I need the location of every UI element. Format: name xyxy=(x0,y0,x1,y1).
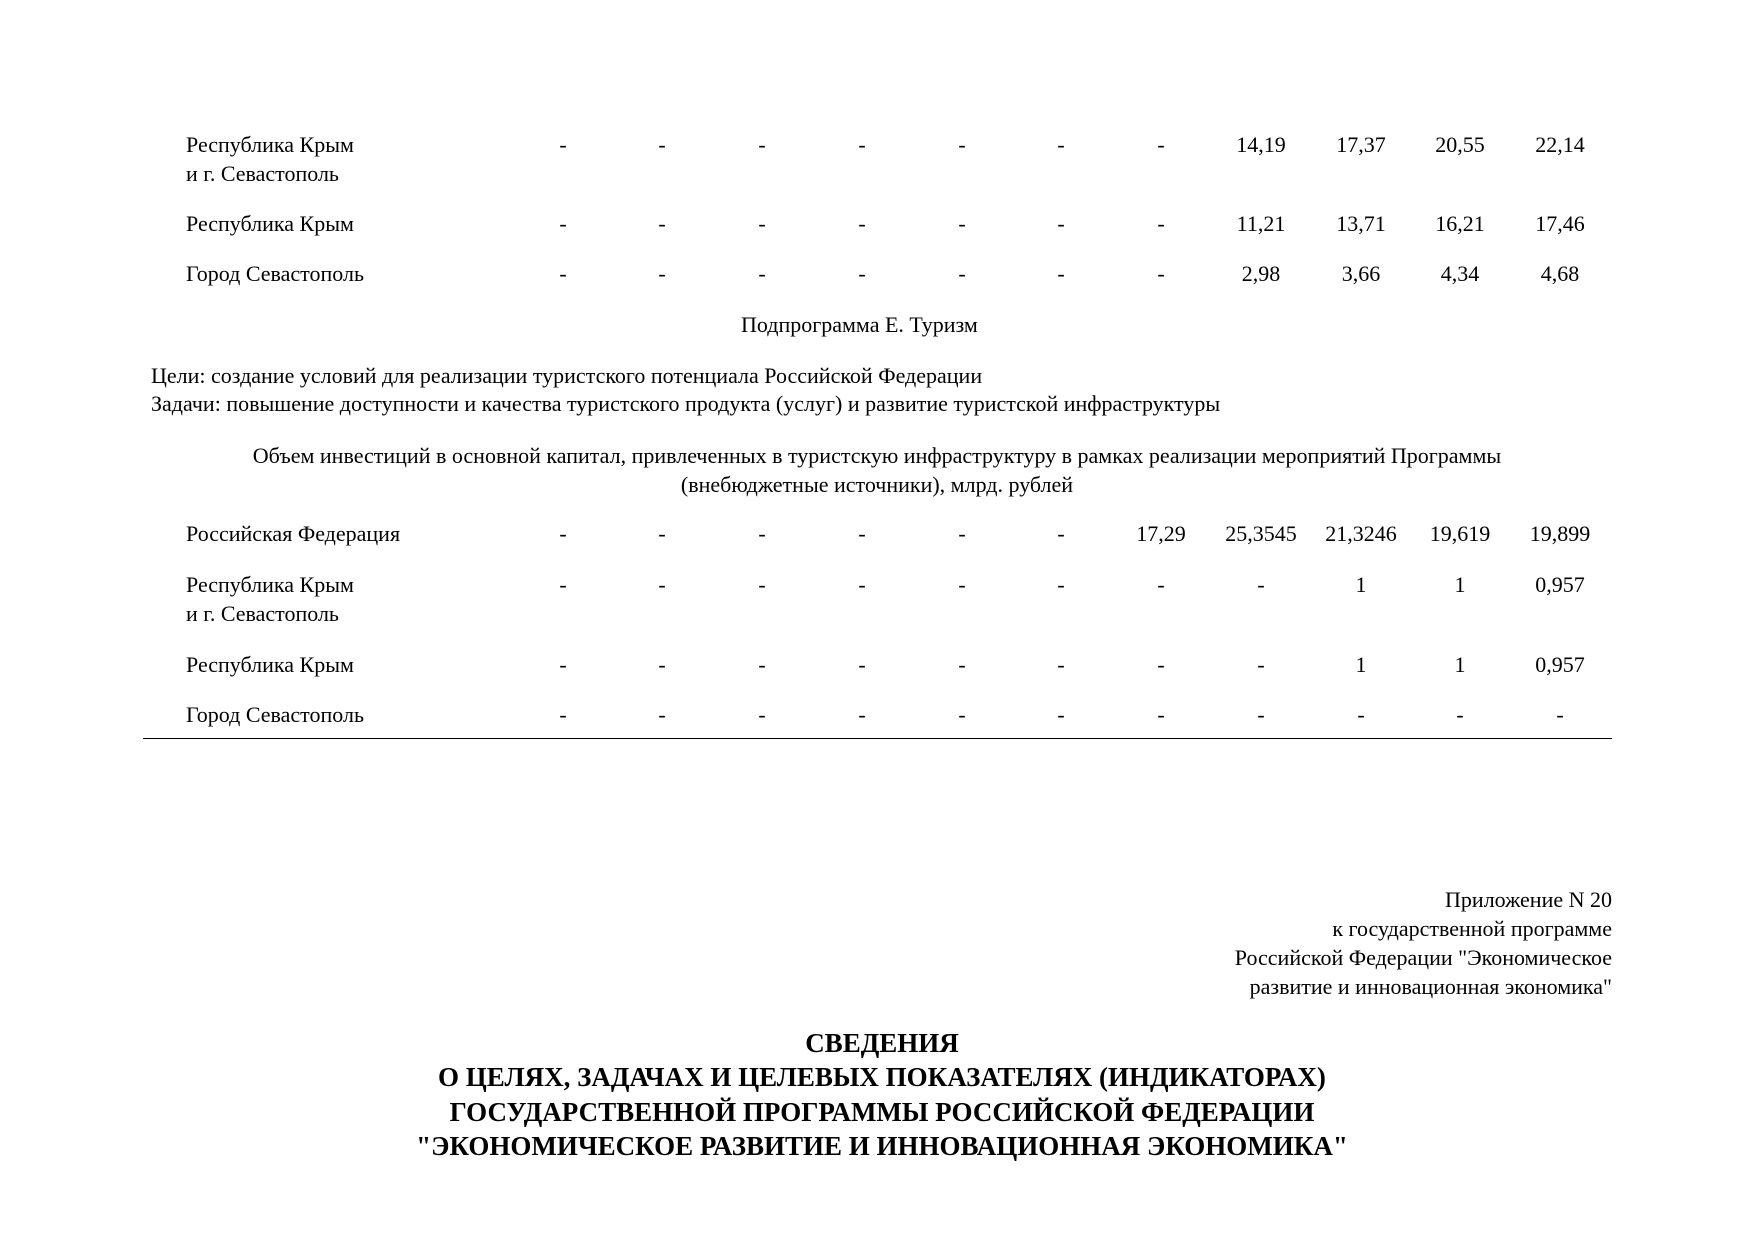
value-cell: 20,55 xyxy=(1435,132,1485,157)
heading-line-1: СВЕДЕНИЯ xyxy=(805,1028,959,1058)
region-name: Республика Крым xyxy=(186,652,354,677)
value-cell: 25,3545 xyxy=(1225,521,1297,546)
appendix-line: к государственной программе xyxy=(1332,916,1612,941)
value-cell: - xyxy=(958,572,966,597)
value-cell: 0,957 xyxy=(1535,652,1585,677)
value-cell: - xyxy=(559,652,567,677)
value-cell: - xyxy=(758,211,766,236)
value-cell: - xyxy=(858,132,866,157)
value-cell: - xyxy=(1257,652,1265,677)
value-cell: - xyxy=(758,652,766,677)
value-cell: - xyxy=(1057,211,1065,236)
value-cell: - xyxy=(958,211,966,236)
value-cell: - xyxy=(858,211,866,236)
value-cell: - xyxy=(1157,572,1165,597)
value-cell: 1 xyxy=(1355,572,1367,597)
value-cell: - xyxy=(758,261,766,286)
value-cell: - xyxy=(1157,652,1165,677)
value-cell: - xyxy=(559,261,567,286)
value-cell: - xyxy=(1057,652,1065,677)
region-name: Город Севастополь xyxy=(186,702,364,727)
appendix-line: Российской Федерации "Экономическое xyxy=(1234,945,1612,970)
subprogram-title: Подпрограмма Е. Туризм xyxy=(741,312,978,337)
value-cell: - xyxy=(858,652,866,677)
value-cell: - xyxy=(658,261,666,286)
value-cell: - xyxy=(559,572,567,597)
value-cell: 17,37 xyxy=(1336,132,1386,157)
region-name: Республика Крым xyxy=(186,211,354,236)
table-row xyxy=(0,130,1754,190)
value-cell: 19,899 xyxy=(1529,521,1591,546)
value-cell: - xyxy=(958,702,966,727)
value-cell: - xyxy=(559,211,567,236)
value-cell: - xyxy=(858,702,866,727)
value-cell: - xyxy=(658,652,666,677)
value-cell: - xyxy=(858,572,866,597)
value-cell: - xyxy=(1057,132,1065,157)
value-cell: - xyxy=(758,702,766,727)
value-cell: 14,19 xyxy=(1236,132,1286,157)
appendix-note xyxy=(1235,885,1612,1001)
value-cell: - xyxy=(658,132,666,157)
heading-line-3: ГОСУДАРСТВЕННОЙ ПРОГРАММЫ РОССИЙСКОЙ ФЕДЕРАЦИИ xyxy=(449,1097,1315,1127)
value-cell: - xyxy=(658,702,666,727)
value-cell: - xyxy=(559,702,567,727)
value-cell: - xyxy=(758,132,766,157)
value-cell: - xyxy=(559,521,567,546)
value-cell: 17,46 xyxy=(1535,211,1585,236)
goals-text: Цели: создание условий для реализации туристского потенциала Российской Федерации xyxy=(151,363,983,388)
value-cell: - xyxy=(1556,702,1564,727)
value-cell: 19,619 xyxy=(1429,521,1491,546)
appendix-line: развитие и инновационная экономика" xyxy=(1249,974,1612,999)
value-cell: - xyxy=(858,261,866,286)
value-cell: 2,98 xyxy=(1241,261,1281,286)
value-cell: - xyxy=(1257,572,1265,597)
value-cell: - xyxy=(958,521,966,546)
value-cell: - xyxy=(958,652,966,677)
value-cell: 3,66 xyxy=(1341,261,1381,286)
value-cell: 1 xyxy=(1355,652,1367,677)
value-cell: 4,34 xyxy=(1440,261,1480,286)
value-cell: - xyxy=(1057,521,1065,546)
indicator-title-line-2: (внебюджетные источники), млрд. рублей xyxy=(680,472,1074,497)
value-cell: - xyxy=(1157,132,1165,157)
value-cell: - xyxy=(958,132,966,157)
value-cell: - xyxy=(1157,702,1165,727)
region-name: Республика Крым и г. Севастополь xyxy=(186,572,354,626)
table-bottom-rule xyxy=(143,738,1612,739)
value-cell: - xyxy=(1456,702,1464,727)
value-cell: - xyxy=(658,521,666,546)
value-cell: - xyxy=(658,572,666,597)
value-cell: - xyxy=(858,521,866,546)
value-cell: - xyxy=(1157,261,1165,286)
table-row xyxy=(0,700,1754,760)
value-cell: - xyxy=(1057,702,1065,727)
heading-line-2: О ЦЕЛЯХ, ЗАДАЧАХ И ЦЕЛЕВЫХ ПОКАЗАТЕЛЯХ (ИНДИКАТОРАХ) xyxy=(438,1062,1326,1092)
appendix-line: Приложение N 20 xyxy=(1445,887,1612,912)
region-name: Город Севастополь xyxy=(186,261,364,286)
value-cell: 11,21 xyxy=(1236,211,1286,236)
value-cell: 16,21 xyxy=(1435,211,1485,236)
heading-line-4: "ЭКОНОМИЧЕСКОЕ РАЗВИТИЕ И ИННОВАЦИОННАЯ ЭКОНОМИКА" xyxy=(416,1131,1348,1161)
tasks-text: Задачи: повышение доступности и качества туристского продукта (услуг) и развитие туристской инфраструктуры xyxy=(151,391,1221,416)
value-cell: 4,68 xyxy=(1540,261,1580,286)
region-name: Республика Крым и г. Севастополь xyxy=(186,132,354,186)
value-cell: - xyxy=(758,572,766,597)
value-cell: - xyxy=(1057,572,1065,597)
value-cell: 21,3246 xyxy=(1325,521,1397,546)
region-name: Российская Федерация xyxy=(186,521,401,546)
value-cell: - xyxy=(559,132,567,157)
value-cell: - xyxy=(1357,702,1365,727)
value-cell: 1 xyxy=(1454,572,1466,597)
table-row xyxy=(0,570,1754,630)
value-cell: 22,14 xyxy=(1535,132,1585,157)
value-cell: - xyxy=(758,521,766,546)
indicator-title-line-1: Объем инвестиций в основной капитал, привлеченных в туристскую инфраструктуру в рамках реализации мероприятий Программы xyxy=(252,443,1502,468)
value-cell: - xyxy=(1257,702,1265,727)
value-cell: - xyxy=(1157,211,1165,236)
value-cell: - xyxy=(1057,261,1065,286)
value-cell: - xyxy=(658,211,666,236)
value-cell: 0,957 xyxy=(1535,572,1585,597)
value-cell: 17,29 xyxy=(1136,521,1186,546)
value-cell: - xyxy=(958,261,966,286)
value-cell: 1 xyxy=(1454,652,1466,677)
value-cell: 13,71 xyxy=(1336,211,1386,236)
